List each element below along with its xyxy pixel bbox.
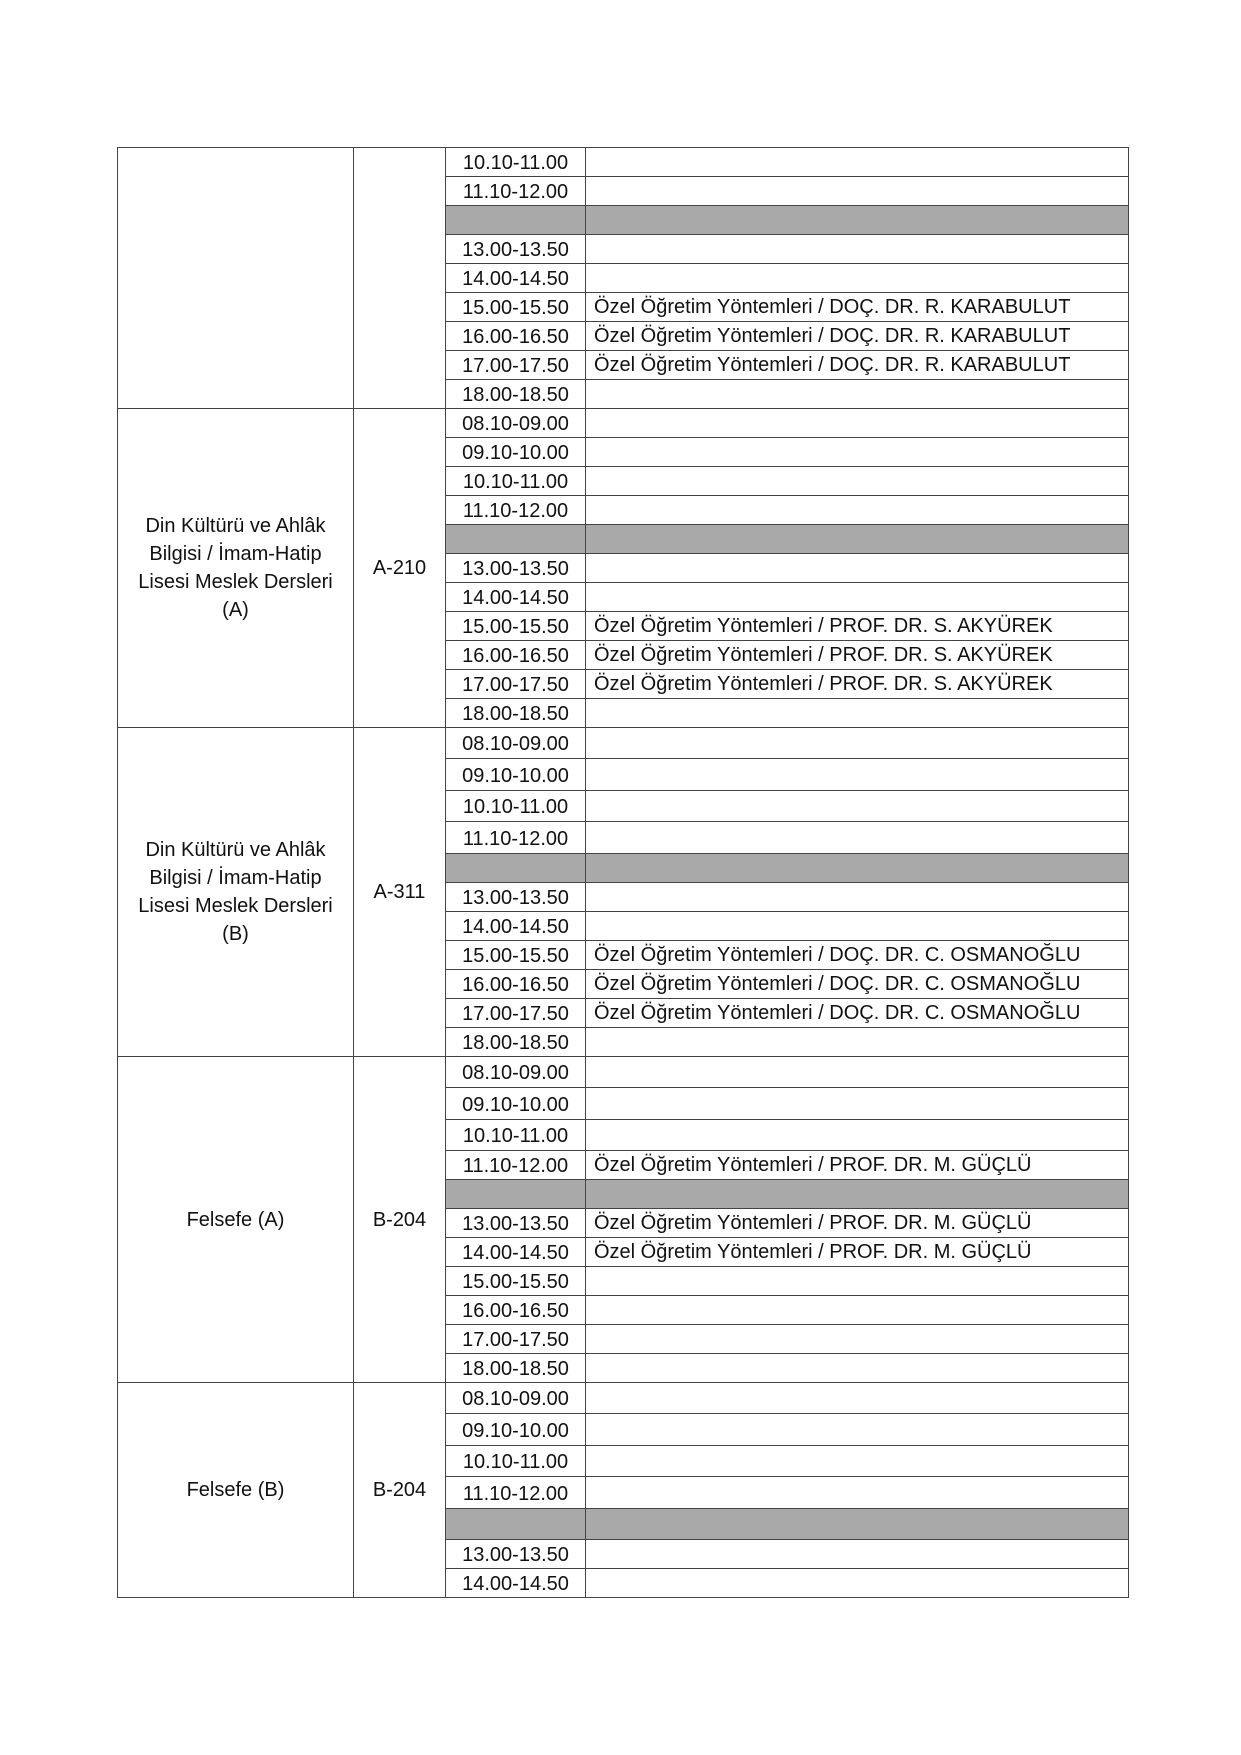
course-cell: [586, 1446, 1129, 1477]
table-row: [118, 148, 1129, 177]
course-cell: [586, 380, 1129, 409]
course-cell: [586, 264, 1129, 293]
course-cell: [586, 554, 1129, 583]
time-slot-cell: 14.00-14.50: [446, 583, 586, 612]
group-name-cell: Din Kültürü ve Ahlâk Bilgisi / İmam-Hatip Lisesi Meslek Dersleri (A): [118, 409, 354, 728]
table-row: [118, 409, 1129, 438]
course-cell: Özel Öğretim Yöntemleri / DOÇ. DR. R. KARABULUT: [586, 322, 1129, 351]
time-slot-cell: 09.10-10.00: [446, 1088, 586, 1120]
course-cell: Özel Öğretim Yöntemleri / PROF. DR. S. AKYÜREK: [586, 670, 1129, 699]
time-slot-cell: 18.00-18.50: [446, 380, 586, 409]
course-cell: [586, 822, 1129, 854]
time-slot-cell: 17.00-17.50: [446, 1325, 586, 1354]
time-slot-cell: 08.10-09.00: [446, 1383, 586, 1414]
course-cell: Özel Öğretim Yöntemleri / PROF. DR. M. GÜÇLÜ: [586, 1238, 1129, 1267]
course-cell: Özel Öğretim Yöntemleri / DOÇ. DR. C. OSMANOĞLU: [586, 999, 1129, 1028]
time-slot-cell: 14.00-14.50: [446, 1238, 586, 1267]
room-cell: B-204: [354, 1057, 446, 1383]
course-cell: Özel Öğretim Yöntemleri / DOÇ. DR. R. KARABULUT: [586, 293, 1129, 322]
course-cell: [586, 728, 1129, 759]
table-row: [118, 1057, 1129, 1088]
time-slot-cell: 15.00-15.50: [446, 612, 586, 641]
course-cell: [586, 496, 1129, 525]
time-slot-cell: 13.00-13.50: [446, 554, 586, 583]
time-slot-cell: 10.10-11.00: [446, 148, 586, 177]
course-cell: [586, 1509, 1129, 1540]
course-cell: [586, 148, 1129, 177]
course-cell: [586, 759, 1129, 791]
course-cell: [586, 525, 1129, 554]
course-cell: [586, 235, 1129, 264]
room-cell: [354, 148, 446, 409]
course-cell: [586, 1267, 1129, 1296]
course-cell: Özel Öğretim Yöntemleri / DOÇ. DR. C. OSMANOĞLU: [586, 941, 1129, 970]
time-slot-cell: 18.00-18.50: [446, 699, 586, 728]
course-cell: [586, 1383, 1129, 1414]
course-cell: Özel Öğretim Yöntemleri / PROF. DR. S. AKYÜREK: [586, 612, 1129, 641]
table-row: [118, 728, 1129, 759]
schedule-table: [117, 147, 1129, 1598]
time-slot-cell: 14.00-14.50: [446, 1569, 586, 1598]
time-slot-cell: 08.10-09.00: [446, 1057, 586, 1088]
time-slot-cell: 18.00-18.50: [446, 1028, 586, 1057]
course-cell: Özel Öğretim Yöntemleri / PROF. DR. M. GÜÇLÜ: [586, 1151, 1129, 1180]
time-slot-cell: 16.00-16.50: [446, 970, 586, 999]
time-slot-cell: 09.10-10.00: [446, 1414, 586, 1446]
time-slot-cell: 08.10-09.00: [446, 728, 586, 759]
time-slot-cell: 15.00-15.50: [446, 941, 586, 970]
time-slot-cell: 08.10-09.00: [446, 409, 586, 438]
time-slot-cell: 17.00-17.50: [446, 999, 586, 1028]
course-cell: [586, 206, 1129, 235]
time-slot-cell: 13.00-13.50: [446, 235, 586, 264]
course-cell: [586, 177, 1129, 206]
room-cell: B-204: [354, 1383, 446, 1598]
time-slot-cell: [446, 206, 586, 235]
course-cell: [586, 1057, 1129, 1088]
course-cell: [586, 1540, 1129, 1569]
course-cell: [586, 1569, 1129, 1598]
course-cell: [586, 1028, 1129, 1057]
time-slot-cell: 13.00-13.50: [446, 1540, 586, 1569]
time-slot-cell: 10.10-11.00: [446, 1446, 586, 1477]
course-cell: [586, 438, 1129, 467]
time-slot-cell: 16.00-16.50: [446, 322, 586, 351]
course-cell: [586, 409, 1129, 438]
time-slot-cell: 09.10-10.00: [446, 759, 586, 791]
course-cell: [586, 1120, 1129, 1151]
time-slot-cell: 15.00-15.50: [446, 1267, 586, 1296]
time-slot-cell: [446, 1509, 586, 1540]
course-cell: [586, 883, 1129, 912]
course-cell: [586, 912, 1129, 941]
course-cell: [586, 583, 1129, 612]
time-slot-cell: [446, 854, 586, 883]
group-name-cell: [118, 148, 354, 409]
course-cell: Özel Öğretim Yöntemleri / DOÇ. DR. R. KARABULUT: [586, 351, 1129, 380]
time-slot-cell: 16.00-16.50: [446, 1296, 586, 1325]
time-slot-cell: 15.00-15.50: [446, 293, 586, 322]
course-cell: [586, 1354, 1129, 1383]
table-row: [118, 1383, 1129, 1414]
course-cell: [586, 791, 1129, 822]
course-cell: [586, 699, 1129, 728]
time-slot-cell: 13.00-13.50: [446, 883, 586, 912]
schedule-body: [118, 148, 1129, 1598]
time-slot-cell: 16.00-16.50: [446, 641, 586, 670]
course-cell: [586, 1088, 1129, 1120]
course-cell: Özel Öğretim Yöntemleri / DOÇ. DR. C. OSMANOĞLU: [586, 970, 1129, 999]
time-slot-cell: 17.00-17.50: [446, 351, 586, 380]
course-cell: Özel Öğretim Yöntemleri / PROF. DR. S. AKYÜREK: [586, 641, 1129, 670]
time-slot-cell: 10.10-11.00: [446, 467, 586, 496]
group-name-cell: Felsefe (A): [118, 1057, 354, 1383]
time-slot-cell: 11.10-12.00: [446, 177, 586, 206]
course-cell: [586, 1477, 1129, 1509]
course-cell: [586, 467, 1129, 496]
time-slot-cell: [446, 1180, 586, 1209]
time-slot-cell: 10.10-11.00: [446, 791, 586, 822]
course-cell: Özel Öğretim Yöntemleri / PROF. DR. M. GÜÇLÜ: [586, 1209, 1129, 1238]
course-cell: [586, 854, 1129, 883]
time-slot-cell: 11.10-12.00: [446, 1477, 586, 1509]
time-slot-cell: 14.00-14.50: [446, 912, 586, 941]
room-cell: A-311: [354, 728, 446, 1057]
time-slot-cell: 11.10-12.00: [446, 822, 586, 854]
time-slot-cell: 17.00-17.50: [446, 670, 586, 699]
group-name-cell: Din Kültürü ve Ahlâk Bilgisi / İmam-Hatip Lisesi Meslek Dersleri (B): [118, 728, 354, 1057]
course-cell: [586, 1180, 1129, 1209]
time-slot-cell: 10.10-11.00: [446, 1120, 586, 1151]
time-slot-cell: 11.10-12.00: [446, 496, 586, 525]
course-cell: [586, 1325, 1129, 1354]
time-slot-cell: 11.10-12.00: [446, 1151, 586, 1180]
time-slot-cell: 13.00-13.50: [446, 1209, 586, 1238]
time-slot-cell: 09.10-10.00: [446, 438, 586, 467]
room-cell: A-210: [354, 409, 446, 728]
group-name-cell: Felsefe (B): [118, 1383, 354, 1598]
time-slot-cell: 14.00-14.50: [446, 264, 586, 293]
time-slot-cell: 18.00-18.50: [446, 1354, 586, 1383]
time-slot-cell: [446, 525, 586, 554]
course-cell: [586, 1414, 1129, 1446]
course-cell: [586, 1296, 1129, 1325]
